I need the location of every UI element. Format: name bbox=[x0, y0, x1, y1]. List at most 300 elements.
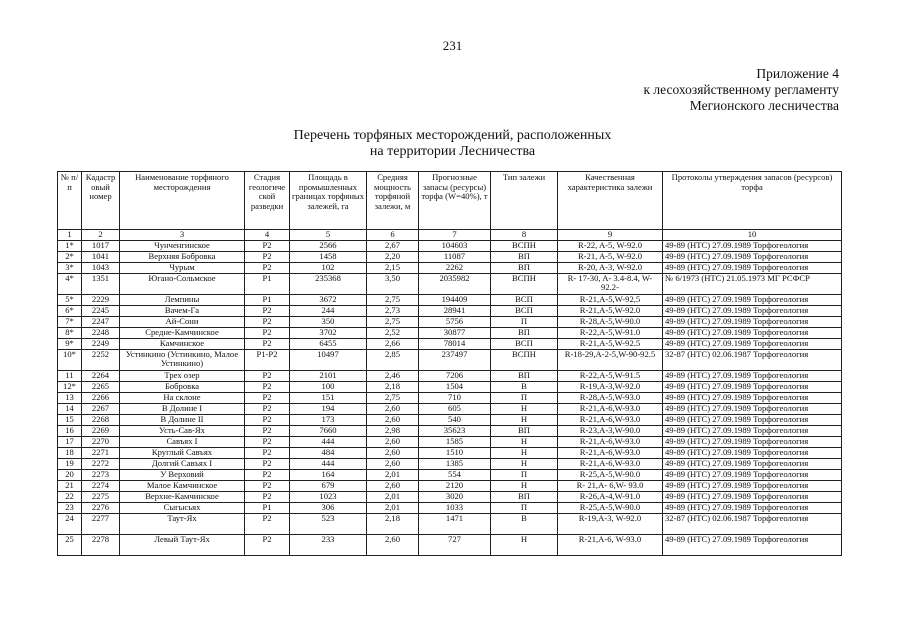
table-cell: Н bbox=[491, 403, 558, 414]
table-cell: 49-89 (НТС) 27.09.1989 Торфогеология bbox=[663, 392, 842, 403]
column-number: 6 bbox=[367, 230, 419, 241]
table-cell: 444 bbox=[290, 458, 367, 469]
table-cell: 17 bbox=[58, 436, 82, 447]
table-row bbox=[58, 240, 842, 251]
table-cell: P2 bbox=[245, 338, 290, 349]
column-header: Средняя мощность торфяной залежи, м bbox=[367, 172, 419, 230]
table-cell: 7206 bbox=[419, 370, 491, 381]
table-cell: P2 bbox=[245, 425, 290, 436]
table-cell: 16 bbox=[58, 425, 82, 436]
table-cell: 49-89 (НТС) 27.09.1989 Торфогеология bbox=[663, 403, 842, 414]
table-cell: 151 bbox=[290, 392, 367, 403]
table-cell: R-22,A-5,W-91.0 bbox=[558, 327, 663, 338]
table-cell: 2262 bbox=[419, 262, 491, 273]
table-cell: 2* bbox=[58, 251, 82, 262]
table-cell: P2 bbox=[245, 392, 290, 403]
table-cell: 233 bbox=[290, 534, 367, 555]
table-cell: Вачем-Га bbox=[120, 305, 245, 316]
table-cell: 2,73 bbox=[367, 305, 419, 316]
table-cell: 2,01 bbox=[367, 491, 419, 502]
column-header: Стадия геологиче ской разведки bbox=[245, 172, 290, 230]
table-cell: P2 bbox=[245, 491, 290, 502]
table-cell: 2273 bbox=[82, 469, 120, 480]
table-cell: 18 bbox=[58, 447, 82, 458]
table-cell: 49-89 (НТС) 27.09.1989 Торфогеология bbox=[663, 414, 842, 425]
table-cell: 1471 bbox=[419, 513, 491, 534]
table-row bbox=[58, 262, 842, 273]
table-row bbox=[58, 349, 842, 370]
table-cell: Н bbox=[491, 480, 558, 491]
column-header: Тип залежи bbox=[491, 172, 558, 230]
table-cell: 19 bbox=[58, 458, 82, 469]
table-cell: R-26,A-4,W-91.0 bbox=[558, 491, 663, 502]
table-cell: R-20, A-3, W-92.0 bbox=[558, 262, 663, 273]
table-cell: P1 bbox=[245, 273, 290, 294]
table-cell: R-22,A-5,W-91.5 bbox=[558, 370, 663, 381]
table-cell: Камчинское bbox=[120, 338, 245, 349]
table-row bbox=[58, 469, 842, 480]
column-number: 5 bbox=[290, 230, 367, 241]
table-row bbox=[58, 491, 842, 502]
table-cell: 49-89 (НТС) 27.09.1989 Торфогеология bbox=[663, 491, 842, 502]
table-cell: 2,60 bbox=[367, 534, 419, 555]
peat-deposits-table bbox=[57, 171, 842, 556]
table-cell: 5* bbox=[58, 294, 82, 305]
table-cell: R-28,A-5,W-93.0 bbox=[558, 392, 663, 403]
table-cell: Н bbox=[491, 414, 558, 425]
table-cell: Устинкино (Устинкино, Малое Устинкино) bbox=[120, 349, 245, 370]
column-header: Площадь в промышленных границах торфяных залежей, га bbox=[290, 172, 367, 230]
table-row bbox=[58, 403, 842, 414]
table-cell: 25 bbox=[58, 534, 82, 555]
table-cell: 2,98 bbox=[367, 425, 419, 436]
table-cell: 5756 bbox=[419, 316, 491, 327]
table-cell: 2249 bbox=[82, 338, 120, 349]
table-cell: 1017 bbox=[82, 240, 120, 251]
table-cell: 2035982 bbox=[419, 273, 491, 294]
table-cell: 2566 bbox=[290, 240, 367, 251]
table-cell: 4* bbox=[58, 273, 82, 294]
table-cell: 679 bbox=[290, 480, 367, 491]
table-cell: 22 bbox=[58, 491, 82, 502]
table-cell: 350 bbox=[290, 316, 367, 327]
table-cell: 49-89 (НТС) 27.09.1989 Торфогеология bbox=[663, 338, 842, 349]
table-cell: ВП bbox=[491, 327, 558, 338]
table-cell: 2275 bbox=[82, 491, 120, 502]
table-cell: P2 bbox=[245, 480, 290, 491]
table-cell: 10497 bbox=[290, 349, 367, 370]
table-cell: 1023 bbox=[290, 491, 367, 502]
table-cell: 2,18 bbox=[367, 513, 419, 534]
table-cell: 32-87 (НТС) 02.06.1987 Торфогеология bbox=[663, 513, 842, 534]
table-row bbox=[58, 436, 842, 447]
table-cell: 1033 bbox=[419, 502, 491, 513]
table-cell: P2 bbox=[245, 262, 290, 273]
column-header: Качественная характеристика залежи bbox=[558, 172, 663, 230]
column-number-row bbox=[58, 230, 842, 241]
column-number: 9 bbox=[558, 230, 663, 241]
table-cell: R-22, A-5, W-92.0 bbox=[558, 240, 663, 251]
table-cell: 2,60 bbox=[367, 414, 419, 425]
table-cell: 2,66 bbox=[367, 338, 419, 349]
table-cell: Малое Камчинское bbox=[120, 480, 245, 491]
table-cell: 104603 bbox=[419, 240, 491, 251]
table-cell: R-21,A-5,W-92,5 bbox=[558, 294, 663, 305]
table-cell: Таут-Ях bbox=[120, 513, 245, 534]
table-cell: 49-89 (НТС) 27.09.1989 Торфогеология bbox=[663, 381, 842, 392]
table-cell: 2245 bbox=[82, 305, 120, 316]
table-cell: 1510 bbox=[419, 447, 491, 458]
table-cell: 444 bbox=[290, 436, 367, 447]
table-cell: 21 bbox=[58, 480, 82, 491]
table-cell: 3672 bbox=[290, 294, 367, 305]
table-cell: 244 bbox=[290, 305, 367, 316]
table-cell: P2 bbox=[245, 305, 290, 316]
table-cell: Верхне-Камчинское bbox=[120, 491, 245, 502]
table-cell: У Верховий bbox=[120, 469, 245, 480]
table-cell: 2,60 bbox=[367, 458, 419, 469]
table-cell: 484 bbox=[290, 447, 367, 458]
table-cell: Верхняя Бобровка bbox=[120, 251, 245, 262]
table-cell: 102 bbox=[290, 262, 367, 273]
table-cell: 2,85 bbox=[367, 349, 419, 370]
table-cell: R- 21,A- 6,W- 93.0 bbox=[558, 480, 663, 491]
table-cell: 49-89 (НТС) 27.09.1989 Торфогеология bbox=[663, 425, 842, 436]
table-cell: 15 bbox=[58, 414, 82, 425]
table-cell: 727 bbox=[419, 534, 491, 555]
table-cell: 2,46 bbox=[367, 370, 419, 381]
table-row bbox=[58, 338, 842, 349]
table-cell: П bbox=[491, 392, 558, 403]
table-cell: 2,60 bbox=[367, 436, 419, 447]
table-cell: Н bbox=[491, 458, 558, 469]
table-cell: R-21, A-5, W-92.0 bbox=[558, 251, 663, 262]
table-cell: 12* bbox=[58, 381, 82, 392]
column-number: 3 bbox=[120, 230, 245, 241]
table-cell: 32-87 (НТС) 02.06.1987 Торфогеология bbox=[663, 349, 842, 370]
table-cell: 2,01 bbox=[367, 469, 419, 480]
table-row bbox=[58, 327, 842, 338]
column-header: Наименование торфяного месторождения bbox=[120, 172, 245, 230]
table-cell: P1 bbox=[245, 502, 290, 513]
table-cell: 194 bbox=[290, 403, 367, 414]
column-header: Прогнозные запасы (ресурсы) торфа (W=40%), т bbox=[419, 172, 491, 230]
table-cell: 28941 bbox=[419, 305, 491, 316]
table-row bbox=[58, 447, 842, 458]
table-cell: Н bbox=[491, 436, 558, 447]
table-cell: 2101 bbox=[290, 370, 367, 381]
table-cell: № 6/1973 (НТС) 21.05.1973 МГ РСФСР bbox=[663, 273, 842, 294]
table-cell: 235368 bbox=[290, 273, 367, 294]
column-header: № п/п bbox=[58, 172, 82, 230]
table-cell: Усть-Сав-Ях bbox=[120, 425, 245, 436]
table-cell: P2 bbox=[245, 469, 290, 480]
table-cell: P2 bbox=[245, 513, 290, 534]
column-number: 10 bbox=[663, 230, 842, 241]
table-cell: R- 17-30, A- 3.4-8.4, W-92.2- bbox=[558, 273, 663, 294]
table-cell: R-21,A-6,W-93.0 bbox=[558, 414, 663, 425]
table-cell: 2,75 bbox=[367, 294, 419, 305]
table-cell: ВСПН bbox=[491, 349, 558, 370]
table-row bbox=[58, 305, 842, 316]
table-row bbox=[58, 392, 842, 403]
table-cell: 35623 bbox=[419, 425, 491, 436]
table-cell: 49-89 (НТС) 27.09.1989 Торфогеология bbox=[663, 327, 842, 338]
table-cell: 2,60 bbox=[367, 447, 419, 458]
table-cell: 2252 bbox=[82, 349, 120, 370]
table-cell: Долгий Савъях I bbox=[120, 458, 245, 469]
table-cell: 7660 bbox=[290, 425, 367, 436]
page-number: 231 bbox=[442, 38, 463, 53]
table-cell: 2264 bbox=[82, 370, 120, 381]
column-number: 1 bbox=[58, 230, 82, 241]
table-cell: Н bbox=[491, 534, 558, 555]
table-cell: 49-89 (НТС) 27.09.1989 Торфогеология bbox=[663, 502, 842, 513]
table-cell: Трех озер bbox=[120, 370, 245, 381]
table-cell: 49-89 (НТС) 27.09.1989 Торфогеология bbox=[663, 262, 842, 273]
table-cell: R-19,A-3,W-92.0 bbox=[558, 381, 663, 392]
table-cell: R-28,A-5,W-90.0 bbox=[558, 316, 663, 327]
table-cell: 3,50 bbox=[367, 273, 419, 294]
table-cell: 2,01 bbox=[367, 502, 419, 513]
table-cell: 2269 bbox=[82, 425, 120, 436]
title-line-2: на территории Лесничества bbox=[369, 144, 536, 159]
table-cell: В bbox=[491, 381, 558, 392]
column-number: 4 bbox=[245, 230, 290, 241]
table-cell: На склоне bbox=[120, 392, 245, 403]
table-cell: ВСП bbox=[491, 294, 558, 305]
table-row bbox=[58, 425, 842, 436]
table-cell: 49-89 (НТС) 27.09.1989 Торфогеология bbox=[663, 480, 842, 491]
table-cell: В bbox=[491, 513, 558, 534]
table-row bbox=[58, 370, 842, 381]
table-cell: ВСП bbox=[491, 338, 558, 349]
table-row bbox=[58, 294, 842, 305]
table-cell: 2,75 bbox=[367, 316, 419, 327]
table-cell: ВП bbox=[491, 491, 558, 502]
table-cell: 554 bbox=[419, 469, 491, 480]
table-cell: Лемпины bbox=[120, 294, 245, 305]
table-cell: 2,75 bbox=[367, 392, 419, 403]
table-cell: Ай-Сони bbox=[120, 316, 245, 327]
table-cell: 2267 bbox=[82, 403, 120, 414]
table-row bbox=[58, 480, 842, 491]
table-row bbox=[58, 273, 842, 294]
table-cell: P2 bbox=[245, 327, 290, 338]
document-title bbox=[0, 128, 905, 160]
table-row bbox=[58, 534, 842, 555]
table-cell: Круглый Савъях bbox=[120, 447, 245, 458]
table-cell: R-21,A-5,W-92.5 bbox=[558, 338, 663, 349]
table-cell: 2276 bbox=[82, 502, 120, 513]
title-line-1: Перечень торфяных месторождений, расположенных bbox=[293, 128, 612, 143]
table-cell: 2265 bbox=[82, 381, 120, 392]
table-cell: Чунченгинское bbox=[120, 240, 245, 251]
table-cell: 2274 bbox=[82, 480, 120, 491]
table-row bbox=[58, 381, 842, 392]
table-cell: 1504 bbox=[419, 381, 491, 392]
table-cell: R-21,A-5,W-92.0 bbox=[558, 305, 663, 316]
table-cell: В Долине I bbox=[120, 403, 245, 414]
table-row bbox=[58, 458, 842, 469]
table-cell: Чурым bbox=[120, 262, 245, 273]
table-cell: 237497 bbox=[419, 349, 491, 370]
table-cell: 3* bbox=[58, 262, 82, 273]
table-cell: ВП bbox=[491, 425, 558, 436]
table-cell: 23 bbox=[58, 502, 82, 513]
table-row bbox=[58, 502, 842, 513]
table-cell: П bbox=[491, 316, 558, 327]
table-cell: 540 bbox=[419, 414, 491, 425]
table-cell: 306 bbox=[290, 502, 367, 513]
table-cell: 2247 bbox=[82, 316, 120, 327]
table-cell: 100 bbox=[290, 381, 367, 392]
table-cell: 710 bbox=[419, 392, 491, 403]
table-cell: 1043 bbox=[82, 262, 120, 273]
table-cell: 2272 bbox=[82, 458, 120, 469]
table-cell: 11087 bbox=[419, 251, 491, 262]
table-cell: 49-89 (НТС) 27.09.1989 Торфогеология bbox=[663, 251, 842, 262]
table-cell: 1385 bbox=[419, 458, 491, 469]
table-cell: 2,20 bbox=[367, 251, 419, 262]
table-cell: 173 bbox=[290, 414, 367, 425]
table-cell: 8* bbox=[58, 327, 82, 338]
table-cell: 14 bbox=[58, 403, 82, 414]
table-cell: 2229 bbox=[82, 294, 120, 305]
table-cell: 2,60 bbox=[367, 480, 419, 491]
table-cell: 1351 bbox=[82, 273, 120, 294]
table-cell: 1041 bbox=[82, 251, 120, 262]
table-cell: 2,60 bbox=[367, 403, 419, 414]
table-cell: Бобровка bbox=[120, 381, 245, 392]
table-row bbox=[58, 251, 842, 262]
table-cell: 6* bbox=[58, 305, 82, 316]
table-cell: 49-89 (НТС) 27.09.1989 Торфогеология bbox=[663, 436, 842, 447]
table-cell: R-21,A-6,W-93.0 bbox=[558, 403, 663, 414]
table-cell: 49-89 (НТС) 27.09.1989 Торфогеология bbox=[663, 316, 842, 327]
table-cell: ВП bbox=[491, 262, 558, 273]
table-cell: P2 bbox=[245, 240, 290, 251]
table-cell: Н bbox=[491, 447, 558, 458]
table-cell: 1* bbox=[58, 240, 82, 251]
appendix-line-2: к лесохозяйственному регламенту bbox=[643, 82, 839, 97]
table-cell: 2248 bbox=[82, 327, 120, 338]
table-cell: R-21,A-6,W-93.0 bbox=[558, 458, 663, 469]
table-cell: 194409 bbox=[419, 294, 491, 305]
table-cell: 2,18 bbox=[367, 381, 419, 392]
table-cell: В Долине II bbox=[120, 414, 245, 425]
table-cell: R-21,A-6, W-93.0 bbox=[558, 534, 663, 555]
table-cell: 2120 bbox=[419, 480, 491, 491]
table-cell: 78014 bbox=[419, 338, 491, 349]
table-cell: Левый Таут-Ях bbox=[120, 534, 245, 555]
table-cell: Югано-Сольмское bbox=[120, 273, 245, 294]
table-cell: 2,52 bbox=[367, 327, 419, 338]
table-cell: R-18-29,A-2-5,W-90-92.5 bbox=[558, 349, 663, 370]
table-header-row bbox=[58, 172, 842, 230]
table-cell: ВП bbox=[491, 251, 558, 262]
table-cell: 605 bbox=[419, 403, 491, 414]
table-cell: 10* bbox=[58, 349, 82, 370]
table-cell: 49-89 (НТС) 27.09.1989 Торфогеология bbox=[663, 305, 842, 316]
column-number: 8 bbox=[491, 230, 558, 241]
table-cell: 2,67 bbox=[367, 240, 419, 251]
column-number: 7 bbox=[419, 230, 491, 241]
table-cell: 49-89 (НТС) 27.09.1989 Торфогеология bbox=[663, 534, 842, 555]
appendix-line-1: Приложение 4 bbox=[756, 66, 839, 81]
table-cell: 2278 bbox=[82, 534, 120, 555]
table-cell: P1 bbox=[245, 294, 290, 305]
table-cell: 523 bbox=[290, 513, 367, 534]
table-cell: 49-89 (НТС) 27.09.1989 Торфогеология bbox=[663, 447, 842, 458]
table-cell: 7* bbox=[58, 316, 82, 327]
table-cell: P2 bbox=[245, 414, 290, 425]
table-cell: 49-89 (НТС) 27.09.1989 Торфогеология bbox=[663, 469, 842, 480]
table-cell: P2 bbox=[245, 436, 290, 447]
table-cell: Савъях I bbox=[120, 436, 245, 447]
table-cell: 2271 bbox=[82, 447, 120, 458]
table-cell: 6455 bbox=[290, 338, 367, 349]
table-cell: R-19,A-3, W-92.0 bbox=[558, 513, 663, 534]
column-header: Кадастр овый номер bbox=[82, 172, 120, 230]
table-cell: P1-P2 bbox=[245, 349, 290, 370]
table-cell: P2 bbox=[245, 447, 290, 458]
table-cell: P2 bbox=[245, 381, 290, 392]
table-cell: 2,15 bbox=[367, 262, 419, 273]
table-cell: 1585 bbox=[419, 436, 491, 447]
column-number: 2 bbox=[82, 230, 120, 241]
table-cell: 30877 bbox=[419, 327, 491, 338]
table-row bbox=[58, 414, 842, 425]
table-cell: R-25,A-5,W-90.0 bbox=[558, 469, 663, 480]
table-cell: П bbox=[491, 469, 558, 480]
table-cell: P2 bbox=[245, 370, 290, 381]
table-cell: 2268 bbox=[82, 414, 120, 425]
table-cell: 24 bbox=[58, 513, 82, 534]
appendix-line-3: Мегионского лесничества bbox=[689, 98, 839, 113]
table-cell: ВСП bbox=[491, 305, 558, 316]
table-cell: 2266 bbox=[82, 392, 120, 403]
table-cell: 20 bbox=[58, 469, 82, 480]
table-cell: 11 bbox=[58, 370, 82, 381]
table-cell: R-25,A-5,W-90.0 bbox=[558, 502, 663, 513]
table-cell: P2 bbox=[245, 534, 290, 555]
table-cell: ВП bbox=[491, 370, 558, 381]
table-cell: P2 bbox=[245, 403, 290, 414]
appendix-heading bbox=[644, 66, 840, 114]
table-cell: 49-89 (НТС) 27.09.1989 Торфогеология bbox=[663, 370, 842, 381]
table-cell: Средне-Камчинское bbox=[120, 327, 245, 338]
table-cell: ВСПН bbox=[491, 240, 558, 251]
table-cell: 3020 bbox=[419, 491, 491, 502]
table-cell: 1458 bbox=[290, 251, 367, 262]
table-cell: 49-89 (НТС) 27.09.1989 Торфогеология bbox=[663, 294, 842, 305]
table-cell: P2 bbox=[245, 251, 290, 262]
table-cell: R-21,A-6,W-93.0 bbox=[558, 436, 663, 447]
table-cell: 9* bbox=[58, 338, 82, 349]
column-header: Протоколы утверждения запасов (ресурсов) торфа bbox=[663, 172, 842, 230]
table-cell: R-21,A-6,W-93.0 bbox=[558, 447, 663, 458]
table-cell: 13 bbox=[58, 392, 82, 403]
table-cell: R-23,A-3,W-90.0 bbox=[558, 425, 663, 436]
table-cell: 2270 bbox=[82, 436, 120, 447]
table-cell: 2277 bbox=[82, 513, 120, 534]
table-cell: ВСПН bbox=[491, 273, 558, 294]
table-row bbox=[58, 316, 842, 327]
table-cell: 49-89 (НТС) 27.09.1989 Торфогеология bbox=[663, 458, 842, 469]
table-cell: 164 bbox=[290, 469, 367, 480]
table-cell: 3702 bbox=[290, 327, 367, 338]
